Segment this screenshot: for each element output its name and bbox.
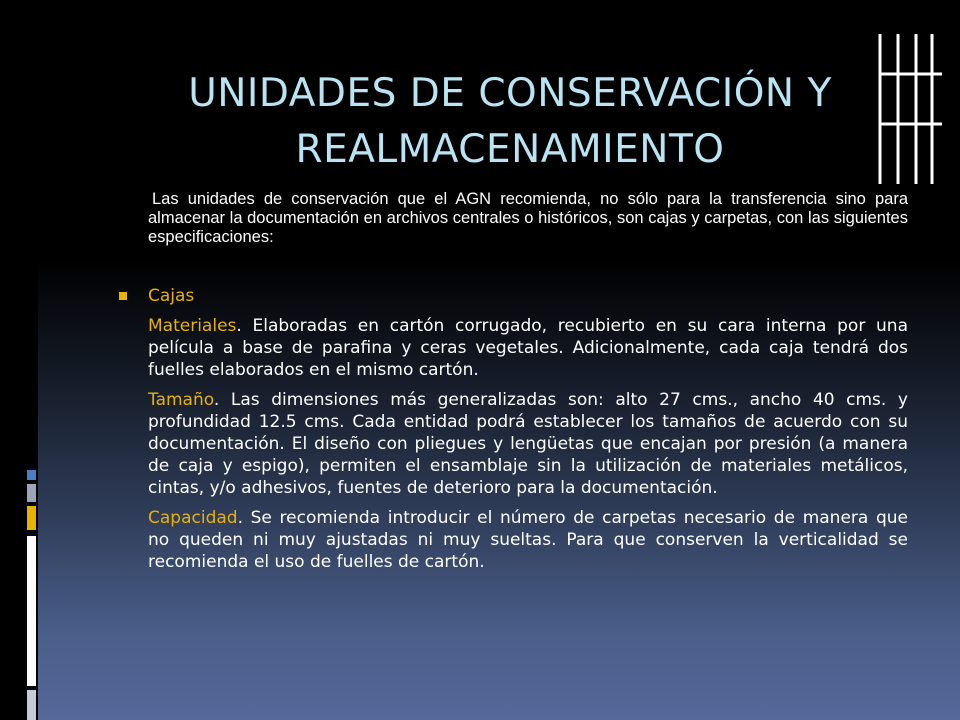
paragraph-text: . Se recomienda introducir el número de carpetas necesario de manera que no queden ni muy ajustadas ni muy sueltas. Para que conserven la verticalidad se recomienda el uso de fuelles de cartón. xyxy=(148,508,908,572)
accent-bar-yellow xyxy=(27,506,36,530)
paragraph-text: . Elaboradas en cartón corrugado, recubierto en su cara interna por una película a base de parafina y ceras vegetales. Adicionalmente, cada caja tendrá dos fuelles elaborados en el mismo cartón. xyxy=(148,316,908,380)
slide-content xyxy=(116,190,908,573)
accent-bar-blue xyxy=(27,470,36,480)
paragraph-lead: Tamaño xyxy=(148,390,214,410)
paragraph-text: . Las dimensiones más generalizadas son: alto 27 cms., ancho 40 cms. y profundidad 12.5 cms. Cada entidad podrá establecer los tamaños de acuerdo con su documentación. El diseño con pliegues y lengüetas que encajan por presión (a manera de caja y espigo), permiten el ensamblaje sin la utilización de materiales metálicos, cintas, y/o adhesivos, fuentes de deterioro para la documentación. xyxy=(148,390,908,498)
paragraph-lead: Capacidad xyxy=(148,508,238,528)
bullet-label: Cajas xyxy=(148,286,195,306)
intro-paragraph: Las unidades de conservación que el AGN recomienda, no sólo para la transferencia sino para almacenar la documentación en archivos centrales o históricos, son cajas y carpetas, con las siguientes especificaciones: xyxy=(148,190,908,246)
slide-title: UNIDADES DE CONSERVACIÓN Y REALMACENAMIENTO xyxy=(188,71,832,172)
paragraph-tamano xyxy=(148,389,908,499)
square-bullet-icon xyxy=(119,292,127,300)
paragraph-capacidad xyxy=(148,507,908,573)
accent-bar-lightgray xyxy=(27,690,36,720)
accent-bar-gray xyxy=(27,484,36,502)
bullet-item-cajas xyxy=(116,285,908,307)
paragraph-lead: Materiales xyxy=(148,316,237,336)
paragraph-materiales xyxy=(148,315,908,381)
accent-bar-white xyxy=(27,536,36,686)
